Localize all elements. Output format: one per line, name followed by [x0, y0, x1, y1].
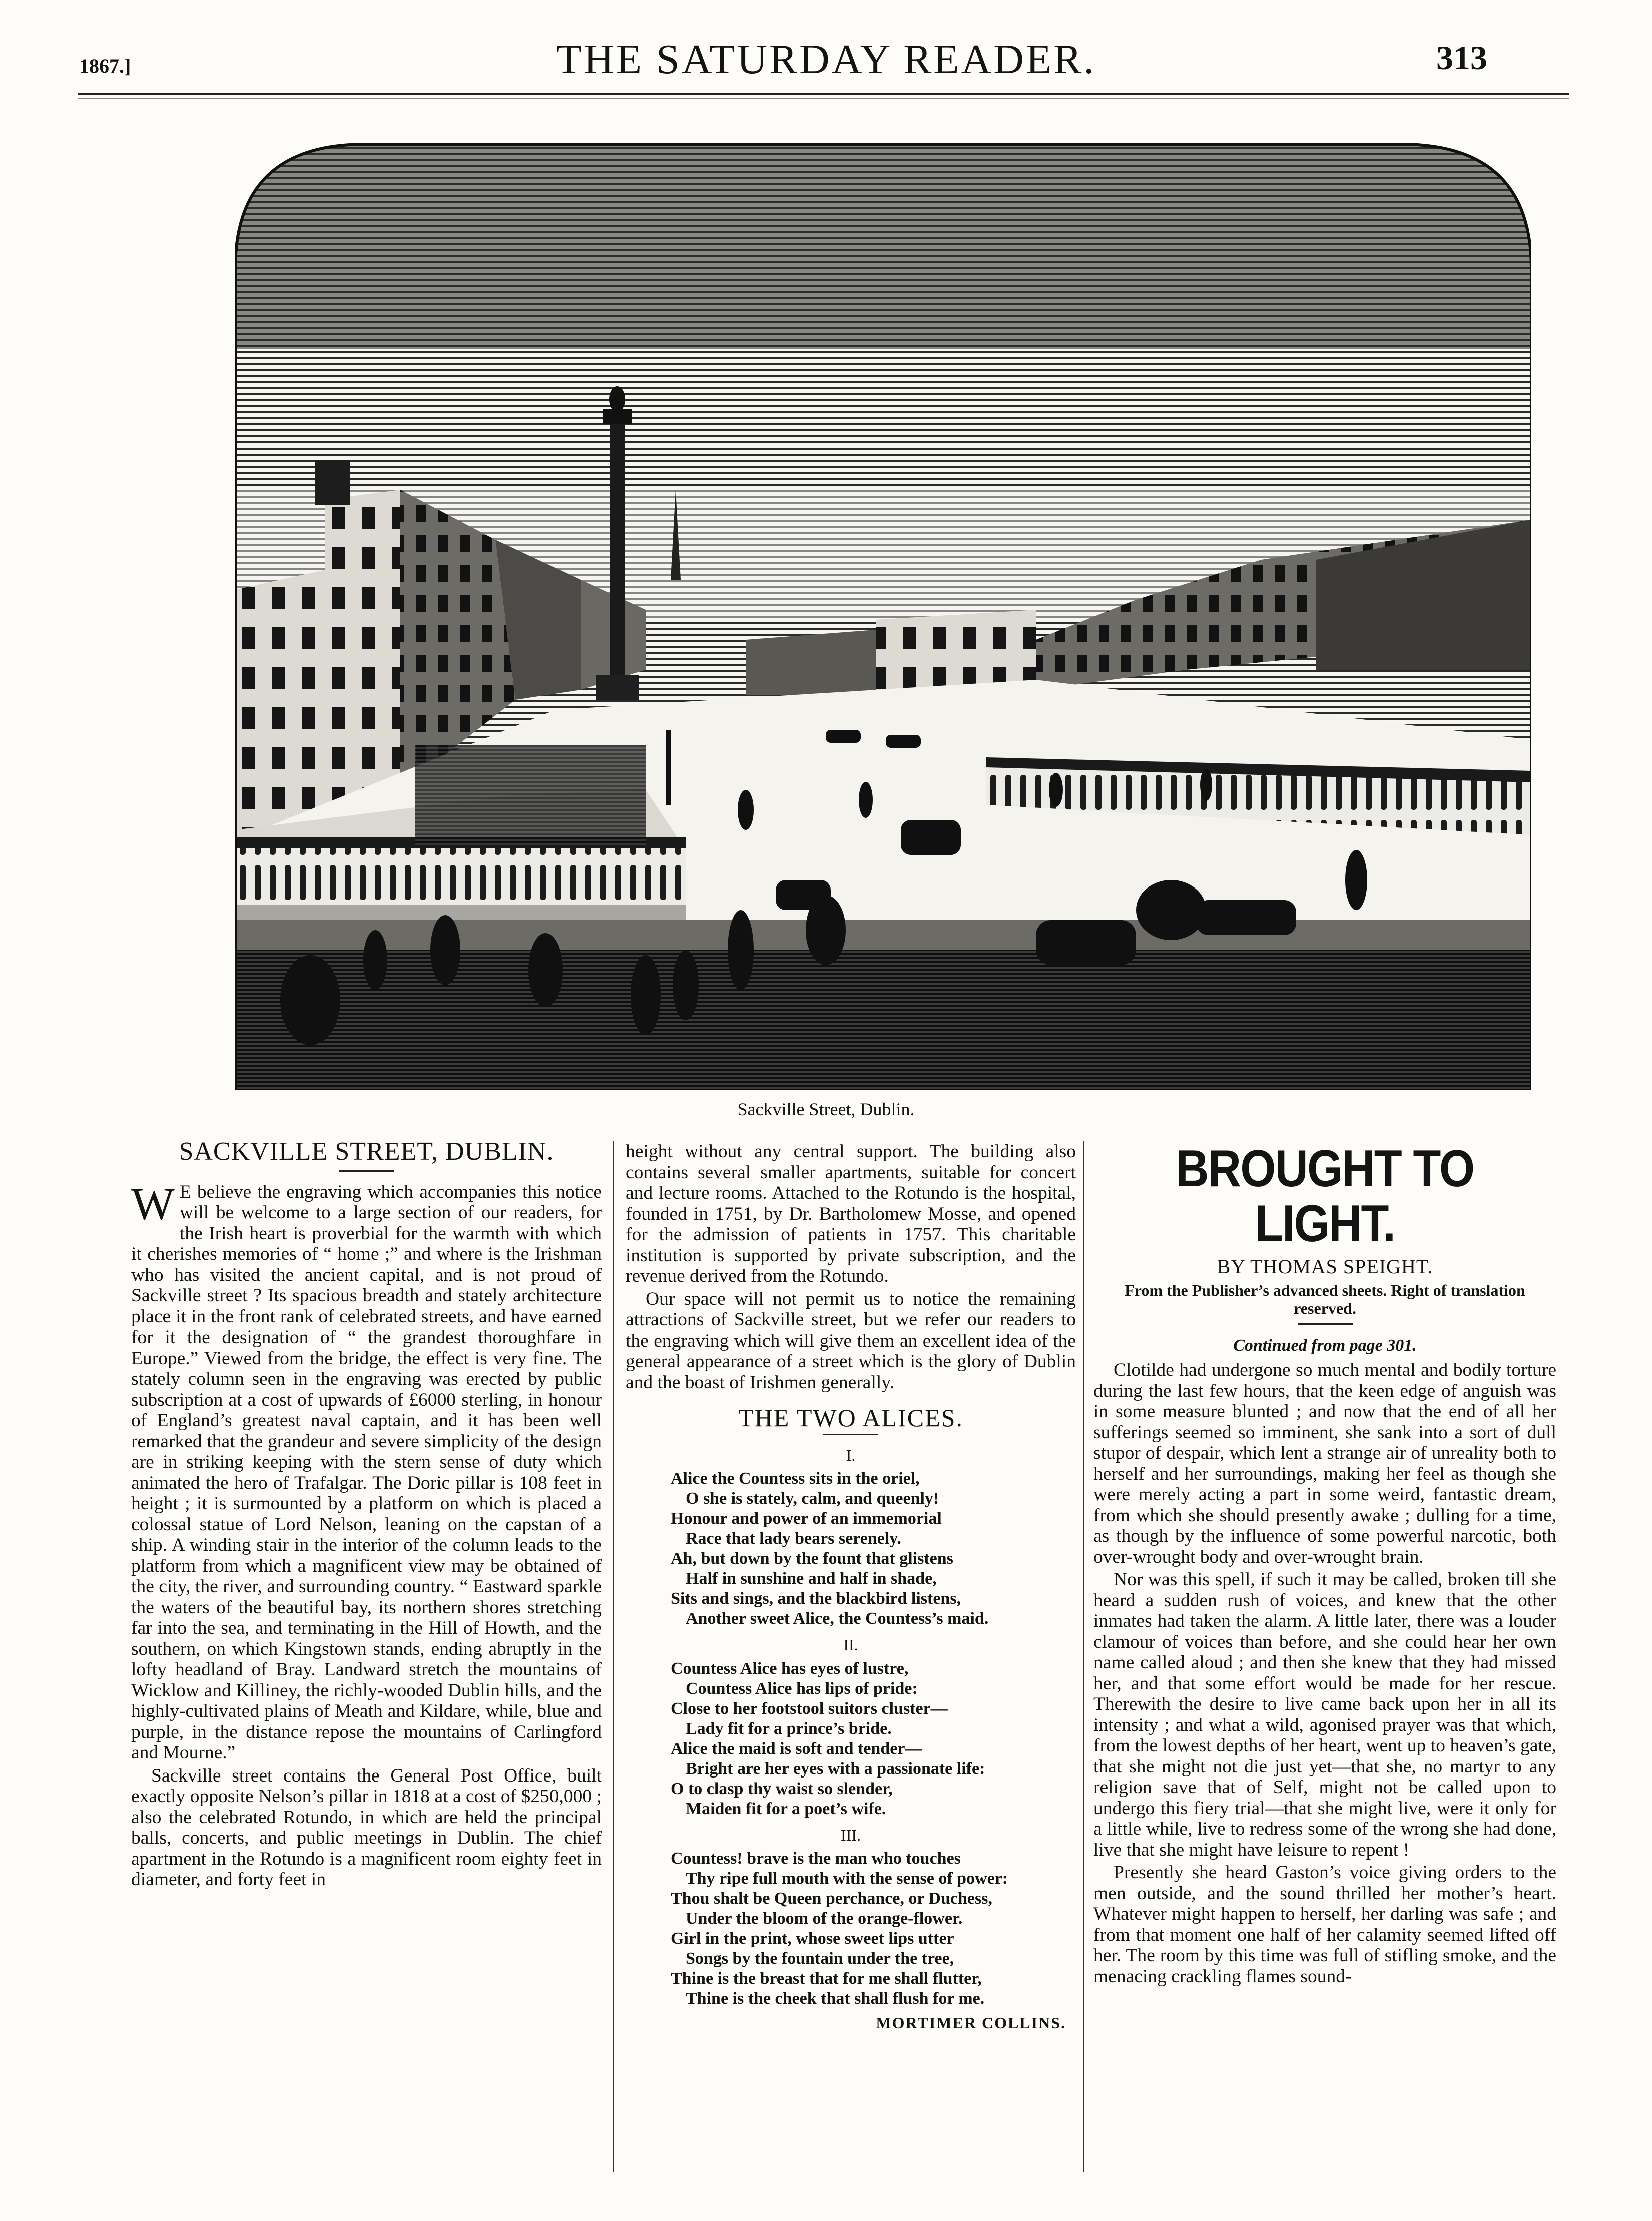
- sackville-street-engraving: [235, 139, 1531, 1090]
- poem-line: Another sweet Alice, the Countess’s maid.: [686, 1609, 989, 1628]
- masthead-title: THE SATURDAY READER.: [556, 36, 1096, 83]
- column-left: [131, 1137, 602, 1892]
- article-paragraph: Our space will not permit us to notice the remaining attractions of Sackville street, but we refer our readers to the engraving which will give them an excellent idea of the general appearance of a street which is the glory of Dublin and the boast of Irishmen generally.: [626, 1288, 1076, 1393]
- poem-line: Bright are her eyes with a passionate life:: [686, 1759, 985, 1778]
- poem-line: Countess Alice has lips of pride:: [686, 1679, 918, 1698]
- title-rule: [823, 1434, 878, 1435]
- header-rule-thin: [78, 98, 1569, 99]
- poem-signature: MORTIMER COLLINS.: [876, 2014, 1066, 2032]
- poem-line: Thine is the breast that for me shall flutter,: [671, 1969, 982, 1988]
- poem-line: Alice the Countess sits in the oriel,: [671, 1469, 920, 1488]
- title-rule: [339, 1170, 394, 1172]
- column-divider: [1083, 1141, 1084, 2172]
- poem-line: Half in sunshine and half in shade,: [686, 1569, 937, 1588]
- header-rule: [78, 93, 1569, 95]
- poem-line: Ah, but down by the fount that glistens: [671, 1549, 953, 1568]
- article-paragraph: W E believe the engraving which accompanies this notice will be welcome to a large section of our readers, for the Irish heart is proverbial for the warmth with which it cherishes memories of “ home ;” and where is the Irishman who has visited the ancient capital, and is not proud of Sackville street ? Its spacious breadth and stately architecture place it in the front rank of celebrated streets, and have earned for it the designation of “ the grandest thoroughfare in Europe.” Viewed from the bridge, the effect is very fine. The stately column seen in the engraving was erected by public subscription at a cost of upwards of £6000 sterling, in honour of England’s greatest naval captain, and it has been well remarked that the grandeur and severe simplicity of the design are in striking keeping with the stern sense of duty which animated the hero of Trafalgar. The Doric pillar is 108 feet in height ; it is surmounted by a platform on which is placed a colossal statue of Lord Nelson, leaning on the capstan of a ship. A winding stair in the interior of the column leads to the platform from which a magnificent view may be obtained of the city, the river, and surrounding country. “ Eastward sparkle the waters of the beautiful bay, its northern shores stretching far into the sea, and terminating in the Hill of Howth, and the southern, on which Kingstown stands, ending abruptly in the lofty headland of Bray. Landward stretch the mountains of Wicklow and Killiney, the richly-wooded Dublin hills, and the highly-cultivated plains of Meath and Kildare, while, blue and purple, in the distance repose the mountains of Carlingford and Mourne.”: [131, 1178, 602, 1763]
- article-paragraph: Nor was this spell, if such it may be called, broken till she heard a sudden rush of voices, and knew that the other inmates had taken the alarm. A little later, there was a louder clamour of voices than before, and she could hear her own name called aloud ; and then she knew that they had missed her, and that some effort would be made for her rescue. Therewith the desire to live came back upon her in all its intensity ; and what a wild, agonised prayer was that which, from the lowest depths of her heart, went up to heaven’s gate, that she might not die just yet—that she, no martyr to any religion save that of Self, might not be called upon to undergo this fiery trial—that she might live, were it only for a little while, live to redress some of the wrong she had done, live that she might have leisure to repent !: [1093, 1569, 1556, 1860]
- article-paragraph: Sackville street contains the General Post Office, built exactly opposite Nelson’s pillar in 1818 at a cost of $250,000 ; also the celebrated Rotundo, in which are held the principal balls, concerts, and public meetings in Dublin. The chief apartment in the Rotundo is a magnificent room eighty feet in diameter, and forty feet in: [131, 1765, 602, 1890]
- article-paragraph: Presently she heard Gaston’s voice giving orders to the men outside, and the sound thrilled her mother’s heart. Whatever might happen to herself, her darling was safe ; and from that moment one half of her calamity seemed lifted off her. The room by this time was full of stifling smoke, and the menacing crackling flames sound-: [1093, 1862, 1556, 1987]
- poem-title: THE TWO ALICES.: [738, 1404, 963, 1432]
- continued-note: Continued from page 301.: [1233, 1336, 1417, 1355]
- article-title: SACKVILLE STREET, DUBLIN.: [179, 1137, 554, 1166]
- poem-line: Lady fit for a prince’s bride.: [686, 1719, 892, 1738]
- page-number: 313: [1436, 39, 1487, 77]
- header-date: 1867.]: [79, 55, 131, 77]
- poem-line: Countess Alice has eyes of lustre,: [671, 1659, 909, 1678]
- poem-body: [626, 1445, 1076, 2009]
- poem-line: Under the bloom of the orange-flower.: [686, 1909, 963, 1928]
- drop-cap: W: [131, 1178, 175, 1229]
- poem-line: Songs by the fountain under the tree,: [686, 1949, 954, 1968]
- stanza-number: III.: [841, 1826, 861, 1844]
- poem-line: Countess! brave is the man who touches: [671, 1849, 961, 1868]
- poem-line: Thou shalt be Queen perchance, or Duchess,: [671, 1889, 992, 1908]
- engraving-caption: Sackville Street, Dublin.: [737, 1099, 915, 1119]
- poem-line: Sits and sings, and the blackbird listens,: [671, 1589, 961, 1608]
- poem-line: Close to her footstool suitors cluster—: [671, 1699, 948, 1718]
- poem-line: O she is stately, calm, and queenly!: [686, 1489, 939, 1508]
- byline: BY THOMAS SPEIGHT.: [1217, 1255, 1433, 1278]
- poem-line: Girl in the print, whose sweet lips utter: [671, 1929, 954, 1948]
- column-divider: [613, 1141, 614, 2172]
- column-middle: [626, 1141, 1076, 2034]
- poem-line: Thy ripe full mouth with the sense of power:: [686, 1869, 1008, 1888]
- poem-line: Alice the maid is soft and tender—: [671, 1739, 922, 1758]
- serial-title: BROUGHT TO LIGHT.: [1176, 1140, 1474, 1253]
- stanza-number: I.: [846, 1446, 856, 1464]
- column-right: [1093, 1141, 1556, 1989]
- publisher-note: From the Publisher’s advanced sheets. Right of translation reserved.: [1125, 1281, 1525, 1317]
- stanza-number: II.: [843, 1636, 858, 1654]
- poem-line: O to clasp thy waist so slender,: [671, 1779, 893, 1798]
- article-paragraph: height without any central support. The building also contains several smaller apartments, suitable for concert and lecture rooms. Attached to the Rotundo is the hospital, founded in 1751, by Dr. Bartholomew Mosse, and opened for the admission of patients in 1757. This charitable institution is supported by private subscription, and the revenue derived from the Rotundo.: [626, 1141, 1076, 1286]
- poem-line: Race that lady bears serenely.: [686, 1529, 901, 1548]
- poem-line: Thine is the cheek that shall flush for me.: [686, 1989, 985, 2008]
- title-rule: [1298, 1323, 1353, 1325]
- poem-line: Maiden fit for a poet’s wife.: [686, 1799, 886, 1818]
- poem-line: Honour and power of an immemorial: [671, 1509, 942, 1528]
- article-paragraph: Clotilde had undergone so much mental and bodily torture during the last few hours, that the keen edge of anguish was in some measure blunted ; and now that the end of all her sufferings seemed so imminent, she sank into a sort of dull stupor of despair, which lent a strange air of unreality both to herself and her surroundings, making her feel as though she were merely acting a part in some weird, fantastic dream, from which she should presently awake ; dulling for a time, as though by the influence of some powerful narcotic, both over-wrought body and over-wrought brain.: [1093, 1360, 1556, 1567]
